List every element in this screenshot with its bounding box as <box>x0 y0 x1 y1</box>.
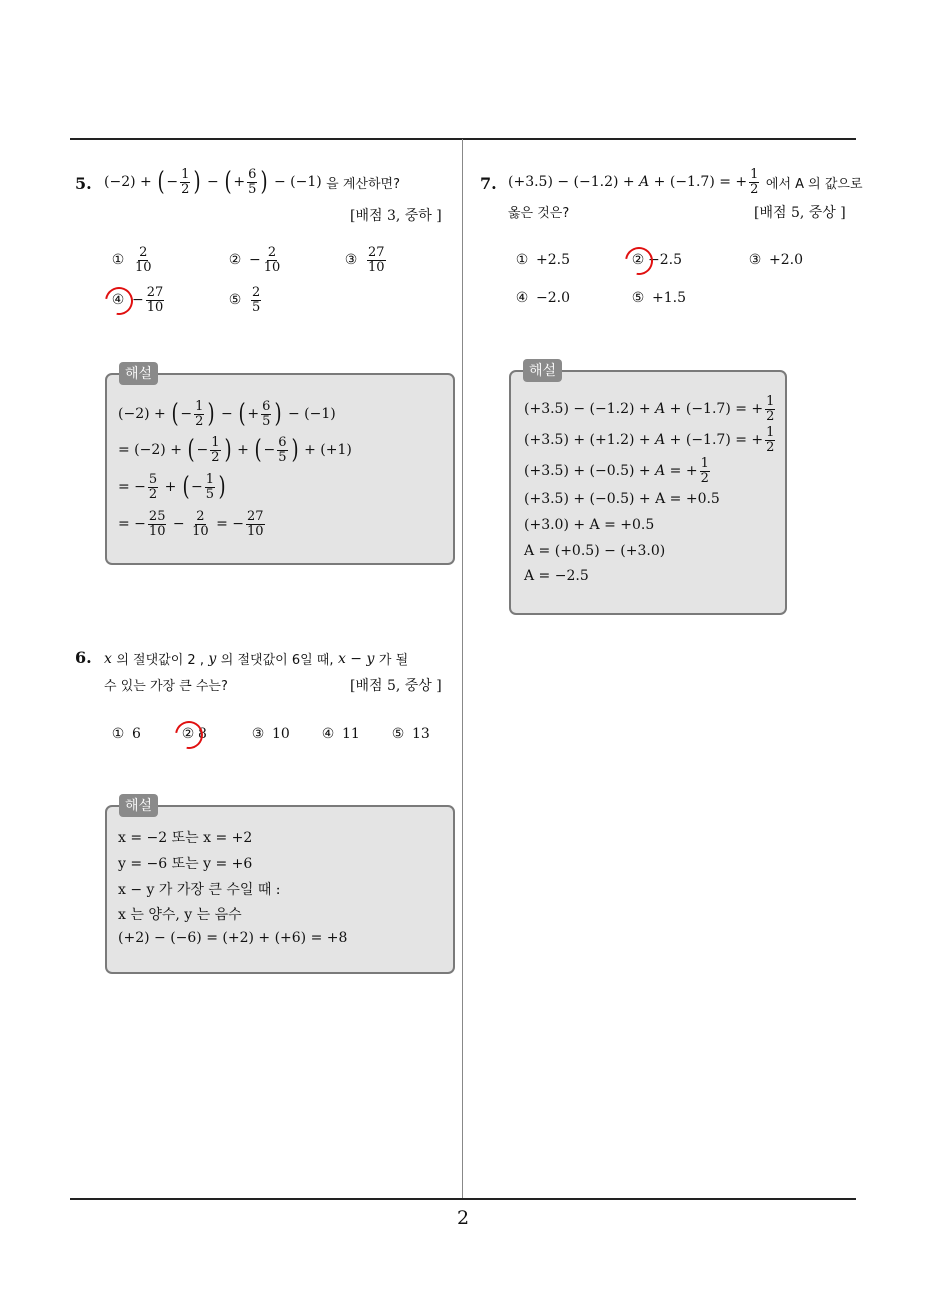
question-6-score: [배점 5, 중상 ] <box>350 678 442 694</box>
q6-solution-line-4: x 는 양수, y 는 음수 <box>118 907 242 923</box>
q6-solution-line-3: x − y 가 가장 큰 수일 때 : <box>118 882 281 898</box>
q5-choice-2[interactable]: ② − $\frac{2}{10}$ <box>228 245 281 275</box>
q7-choice-1[interactable]: ① +2.5 <box>515 252 570 268</box>
question-7-expression: (+3.5) − (−1.2) + A + (−1.7) = + $\frac{1}{2}$ 에서 A 의 값으로 <box>508 166 863 197</box>
q5-solution-line-1: (−2) + ( − $\frac{1}{2}$ ) − ( + $\frac{6}{5}$ ) − (−1) <box>118 398 336 429</box>
question-7-number: 7. <box>480 174 497 193</box>
q6-choice-5[interactable]: ⑤ 13 <box>391 726 430 742</box>
q5-solution-line-3: = − $\frac{5}{2}$ + ( − $\frac{1}{5}$ ) <box>118 471 226 502</box>
q7-selected-ring <box>620 242 659 281</box>
q6-choice-3[interactable]: ③ 10 <box>251 726 290 742</box>
header-rule <box>70 138 856 140</box>
question-7-text-line-2: 옳은 것은? <box>508 206 570 221</box>
q5-choice-5[interactable]: ⑤ $\frac{2}{5}$ <box>228 285 261 315</box>
question-5-score: [배점 3, 중하 ] <box>350 208 442 224</box>
q6-solution-line-5: (+2) − (−6) = (+2) + (+6) = +8 <box>118 930 348 946</box>
q6-solution-line-2: y = −6 또는 y = +6 <box>118 856 253 872</box>
q5-solution-label: 해설 <box>119 362 158 385</box>
q6-solution-line-1: x = −2 또는 x = +2 <box>118 830 253 846</box>
q7-choice-2[interactable]: ② −2.5 <box>631 252 682 268</box>
q5-choice-4[interactable]: ④ − $\frac{27}{10}$ <box>111 285 164 315</box>
q7-solution-line-2: (+3.5) + (+1.2) + A + (−1.7) = + $\frac{1}{2}$ <box>524 424 775 455</box>
q7-solution-line-6: A = (+0.5) − (+3.0) <box>524 543 666 559</box>
q7-choice-3[interactable]: ③ +2.0 <box>748 252 803 268</box>
q7-solution-label: 해설 <box>523 359 562 382</box>
q5-choice-3[interactable]: ③ $\frac{27}{10}$ <box>344 245 385 275</box>
question-5-number: 5. <box>75 174 92 193</box>
q7-solution-line-7: A = −2.5 <box>524 568 589 584</box>
q7-solution-line-5: (+3.0) + A = +0.5 <box>524 517 655 533</box>
question-6-text-line-2: 수 있는 가장 큰 수는? <box>104 679 228 694</box>
q6-choice-1[interactable]: ① 6 <box>111 726 141 742</box>
q5-solution-line-4: = − $\frac{25}{10}$ − $\frac{2}{10}$ = − $\frac{27}{10}$ <box>118 508 264 539</box>
question-5-expression: (−2) + ( − $\frac{1}{2}$ ) − ( + $\frac{6}{5}$ ) − (−1) 을 계산하면? <box>104 166 400 197</box>
q7-choice-5[interactable]: ⑤ +1.5 <box>631 290 686 306</box>
question-6-text-line-1: x 의 절댓값이 2 , y 의 절댓값이 6일 때, x − y 가 될 <box>104 650 409 668</box>
q7-solution-line-4: (+3.5) + (−0.5) + A = +0.5 <box>524 491 720 507</box>
q5-solution-line-2: = (−2) + ( − $\frac{1}{2}$ ) + ( − $\frac{6}{5}$ ) + (+1) <box>118 434 352 465</box>
q5-choice-1[interactable]: ① $\frac{2}{10}$ <box>111 245 152 275</box>
column-divider <box>462 139 463 1199</box>
q7-choice-4[interactable]: ④ −2.0 <box>515 290 570 306</box>
q7-solution-line-3: (+3.5) + (−0.5) + A = + $\frac{1}{2}$ <box>524 455 709 486</box>
page-number: 2 <box>456 1207 470 1229</box>
q7-solution-line-1: (+3.5) − (−1.2) + A + (−1.7) = + $\frac{1}{2}$ <box>524 393 775 424</box>
question-7-score: [배점 5, 중상 ] <box>754 205 846 221</box>
q6-selected-ring <box>170 716 209 755</box>
q6-choice-2[interactable]: ② 8 <box>181 726 207 742</box>
footer-rule <box>70 1198 856 1200</box>
q6-choice-4[interactable]: ④ 11 <box>321 726 360 742</box>
question-6-number: 6. <box>75 648 92 667</box>
q6-solution-label: 해설 <box>119 794 158 817</box>
